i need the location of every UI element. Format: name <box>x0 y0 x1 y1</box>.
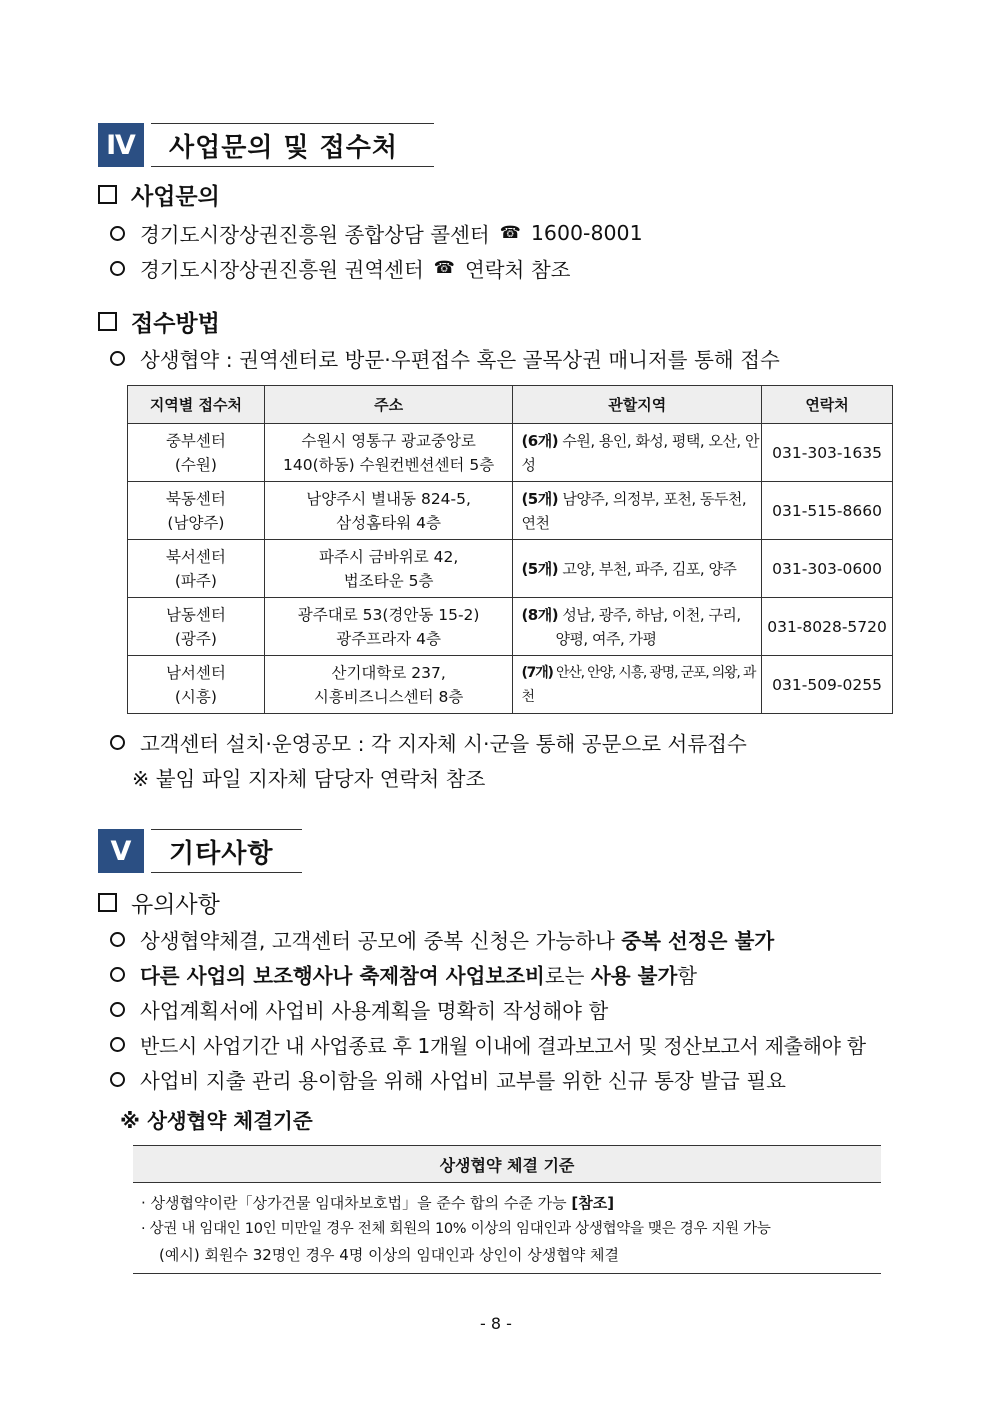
circle-bullet-icon <box>110 967 125 982</box>
notice-line-5-text: 사업비 지출 관리 용이함을 위해 사업비 교부를 위한 신규 통장 발급 필요 <box>140 1069 786 1093</box>
notice-line-1-text: 상생협약체결, 고객센터 공모에 중복 신청은 가능하나 <box>140 929 622 953</box>
table-header-row <box>128 386 893 424</box>
inquiry-line-2-value: 연락처 참조 <box>464 258 571 282</box>
table-row <box>128 656 893 714</box>
address-cell <box>264 656 513 714</box>
phone-cell: 031-509-0255 <box>762 656 893 714</box>
area-cell <box>513 598 762 656</box>
address-line-2: 시흥비즈니스센터 8층 <box>313 687 464 706</box>
checkbox-square-icon <box>98 185 117 204</box>
center-name: 남동센터 <box>165 605 226 624</box>
address-line-1: 파주시 금바위로 42, <box>318 547 459 566</box>
criteria-item-1-ref: [참조] <box>571 1194 615 1212</box>
inquiry-heading <box>98 178 220 210</box>
address-cell <box>264 424 513 482</box>
circle-bullet-icon <box>110 226 125 241</box>
table-header-cell: 관할지역 <box>513 386 762 424</box>
reception-line-1 <box>110 344 780 372</box>
center-name-cell <box>128 482 265 540</box>
area-cell <box>513 656 762 714</box>
criteria-box-body <box>133 1182 881 1274</box>
center-city: (수원) <box>174 455 217 474</box>
circle-bullet-icon <box>110 1002 125 1017</box>
reception-line-1-text: 상생협약 : 권역센터로 방문·우편접수 혹은 골목상권 매니저를 통해 접수 <box>140 348 780 372</box>
address-line-2: 140(하동) 수원컨벤션센터 5층 <box>283 455 495 474</box>
center-city: (광주) <box>174 629 217 648</box>
area-count: (8개) <box>521 605 559 624</box>
circle-bullet-icon <box>110 932 125 947</box>
area-cell <box>513 482 762 540</box>
center-name-cell <box>128 424 265 482</box>
notice-line-2-emphasis-1: 다른 사업의 보조행사나 축제참여 사업보조비 <box>140 964 545 988</box>
reception-line-2 <box>110 728 747 756</box>
notice-line-3 <box>110 995 608 1023</box>
table-header-cell: 지역별 접수처 <box>128 386 265 424</box>
notice-line-2-tail: 함 <box>677 964 698 988</box>
center-city: (파주) <box>174 571 217 590</box>
circle-bullet-icon <box>110 1037 125 1052</box>
address-line-2: 광주프라자 4층 <box>336 629 441 648</box>
inquiry-line-1-value: 1600-8001 <box>530 221 643 245</box>
reception-heading <box>98 305 220 337</box>
center-name: 남서센터 <box>165 663 226 682</box>
notice-line-4-text: 반드시 사업기간 내 사업종료 후 1개월 이내에 결과보고서 및 정산보고서 제출해야 함 <box>140 1033 866 1058</box>
phone-cell: 031-515-8660 <box>762 482 893 540</box>
center-name-cell <box>128 540 265 598</box>
phone-icon: ☎ <box>499 223 521 243</box>
notice-line-3-text: 사업계획서에 사업비 사용계획을 명확히 작성해야 함 <box>140 999 609 1023</box>
area-list-2: 양평, 여주, 가평 <box>555 629 657 648</box>
reception-heading-text: 접수방법 <box>131 310 220 337</box>
phone-cell: 031-303-0600 <box>762 540 893 598</box>
inquiry-line-1-text: 경기도시장상권진흥원 종합상담 콜센터 <box>140 223 490 247</box>
circle-bullet-icon <box>110 351 125 366</box>
notice-heading-text: 유의사항 <box>131 891 220 918</box>
inquiry-heading-text: 사업문의 <box>131 183 220 210</box>
address-line-1: 광주대로 53(경안동 15-2) <box>297 605 480 624</box>
reception-line-2-text: 고객센터 설치·운영공모 : 각 지자체 시·군을 통해 공문으로 서류접수 <box>140 732 747 756</box>
area-list: 안산, 안양, 시흥, 광명, 군포, 의왕, 과천 <box>521 664 756 705</box>
area-list: 수원, 용인, 화성, 평택, 오산, 안성 <box>521 431 759 474</box>
address-line-1: 산기대학로 237, <box>331 663 446 682</box>
criteria-item-3: (예시) 회원수 32명인 경우 4명 이상의 임대인과 상인이 상생협약 체결 <box>159 1246 619 1264</box>
center-name: 북서센터 <box>165 547 226 566</box>
area-count: (7개) <box>521 664 553 681</box>
reception-centers-table <box>127 385 893 714</box>
table-header-cell: 주소 <box>264 386 513 424</box>
address-cell <box>264 598 513 656</box>
area-cell <box>513 540 762 598</box>
address-line-1: 남양주시 별내동 824-5, <box>306 489 471 508</box>
area-count: (5개) <box>521 559 559 578</box>
center-name: 중부센터 <box>165 431 226 450</box>
table-row <box>128 482 893 540</box>
section5-badge: Ⅴ <box>98 829 144 873</box>
checkbox-square-icon <box>98 893 117 912</box>
notice-line-4 <box>110 1030 866 1058</box>
area-list: 남양주, 의정부, 포천, 동두천, 연천 <box>521 489 747 532</box>
section4-title: 사업문의 및 접수처 <box>151 123 434 167</box>
notice-line-2 <box>110 960 697 988</box>
criteria-item-1-text: · 상생협약이란「상가건물 임대차보호법」을 준수 합의 수준 가능 <box>141 1194 572 1212</box>
address-line-2: 법조타운 5층 <box>343 571 434 590</box>
phone-cell: 031-8028-5720 <box>762 598 893 656</box>
circle-bullet-icon <box>110 735 125 750</box>
address-line-2: 삼성홈타워 4층 <box>336 513 441 532</box>
table-row <box>128 598 893 656</box>
inquiry-line-1 <box>110 219 643 247</box>
notice-line-1 <box>110 925 774 953</box>
area-count: (5개) <box>521 489 559 508</box>
checkbox-square-icon <box>98 312 117 331</box>
table-header-cell: 연락처 <box>762 386 893 424</box>
center-name-cell <box>128 656 265 714</box>
area-count: (6개) <box>521 431 559 450</box>
area-list: 성남, 광주, 하남, 이천, 구리, <box>562 605 741 624</box>
address-line-1: 수원시 영통구 광교중앙로 <box>301 431 476 450</box>
page-number: - 8 - <box>480 1314 512 1333</box>
address-cell <box>264 540 513 598</box>
inquiry-line-2-text: 경기도시장상권진흥원 권역센터 <box>140 258 424 282</box>
notice-line-2-text: 로는 <box>544 964 591 988</box>
phone-icon: ☎ <box>433 258 455 278</box>
area-list: 고양, 부천, 파주, 김포, 양주 <box>562 559 737 578</box>
inquiry-line-2 <box>110 254 570 282</box>
center-name: 북동센터 <box>165 489 226 508</box>
criteria-note: ※ 상생협약 체결기준 <box>120 1109 313 1133</box>
notice-heading <box>98 886 220 918</box>
address-cell <box>264 482 513 540</box>
criteria-item-1 <box>141 1190 881 1216</box>
phone-cell: 031-303-1635 <box>762 424 893 482</box>
center-city: (남양주) <box>167 513 225 532</box>
center-name-cell <box>128 598 265 656</box>
circle-bullet-icon <box>110 1072 125 1087</box>
criteria-item-2: · 상권 내 임대인 10인 미만일 경우 전체 회원의 10% 이상의 임대인과 상생협약을 맺은 경우 지원 가능 <box>141 1221 771 1237</box>
section4-badge: Ⅳ <box>98 123 144 167</box>
notice-line-5 <box>110 1065 786 1093</box>
reception-note: ※ 붙임 파일 지자체 담당자 연락처 참조 <box>132 767 486 791</box>
notice-line-2-emphasis-2: 사용 불가 <box>590 964 678 988</box>
table-row <box>128 424 893 482</box>
notice-line-1-emphasis: 중복 선정은 불가 <box>621 929 775 953</box>
circle-bullet-icon <box>110 261 125 276</box>
area-cell <box>513 424 762 482</box>
section5-title: 기타사항 <box>151 829 302 873</box>
center-city: (시흥) <box>174 687 217 706</box>
table-row <box>128 540 893 598</box>
criteria-box-title: 상생협약 체결 기준 <box>133 1145 881 1183</box>
